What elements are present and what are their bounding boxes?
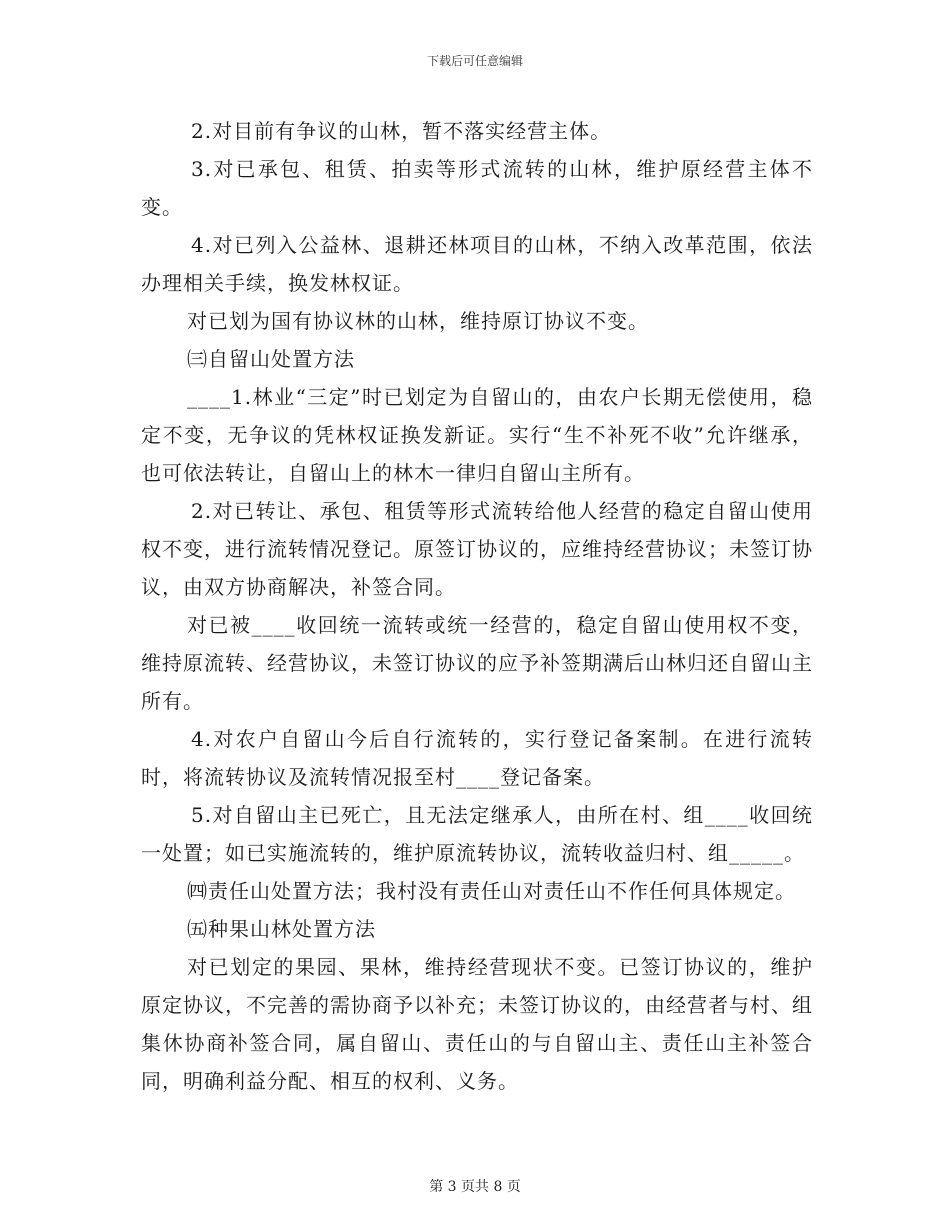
paragraph-state-agreement-forest: 对已划为国有协议林的山林，维持原订协议不变。 [187,309,649,333]
document-body [141,112,813,1100]
paragraph-private-hills-item-2: 2.对已转让、承包、租赁等形式流转给他人经营的稳定自留山使用权不变，进行流转情况登记。原签订协议的，应维持经营协议；未签订协议，由双方协商解决，补签合同。 [141,499,813,599]
page-number-footer: 第 3 页共 8 页 [429,1179,521,1195]
paragraph-item-2-disputed-forest: 2.对目前有争议的山林，暂不落实经营主体。 [191,119,612,143]
page-header: 下载后可任意编辑 [426,54,523,68]
section-heading-responsibility-hills: ㈣责任山处置方法；我村没有责任山对责任山不作任何具体规定。 [187,879,796,903]
paragraph-item-4-public-welfare-forest: 4.对已列入公益林、退耕还林项目的山林，不纳入改革范围，依法办理相关手续，换发林权证。 [141,233,813,295]
paragraph-item-3-transferred-forest: 3.对已承包、租赁、拍卖等形式流转的山林，维护原经营主体不变。 [141,157,813,219]
paragraph-private-hills-reclaimed: 对已被____收回统一流转或统一经营的，稳定自留山使用权不变，维持原流转、经营协议，未签订协议的应予补签期满后山林归还自留山主所有。 [141,613,813,713]
paragraph-private-hills-item-5: 5.对自留山主已死亡，且无法定继承人，由所在村、组____收回统一处置；如已实施流转的，维护原流转协议，流转收益归村、组_____。 [141,803,813,865]
paragraph-private-hills-item-4: 4.对农户自留山今后自行流转的，实行登记备案制。在进行流转时，将流转协议及流转情况报至村____登记备案。 [141,727,813,789]
paragraph-fruit-forest: 对已划定的果园、果林，维持经营现状不变。已签订协议的，维护原定协议，不完善的需协商予以补充；未签订协议的，由经营者与村、组集休协商补签合同，属自留山、责任山的与自留山主、责任山主补签合同，明确利益分配、相互的权利、义务。 [141,955,813,1093]
paragraph-private-hills-item-1: ____1.林业“三定”时已划定为自留山的，由农户长期无偿使用，稳定不变，无争议的凭林权证换发新证。实行“生不补死不收”允许继承，也可依法转让，自留山上的林木一律归自留山主所有。 [141,385,813,485]
section-heading-fruit-forest: ㈤种果山林处置方法 [187,917,376,941]
section-heading-private-hills: ㈢自留山处置方法 [187,347,355,371]
